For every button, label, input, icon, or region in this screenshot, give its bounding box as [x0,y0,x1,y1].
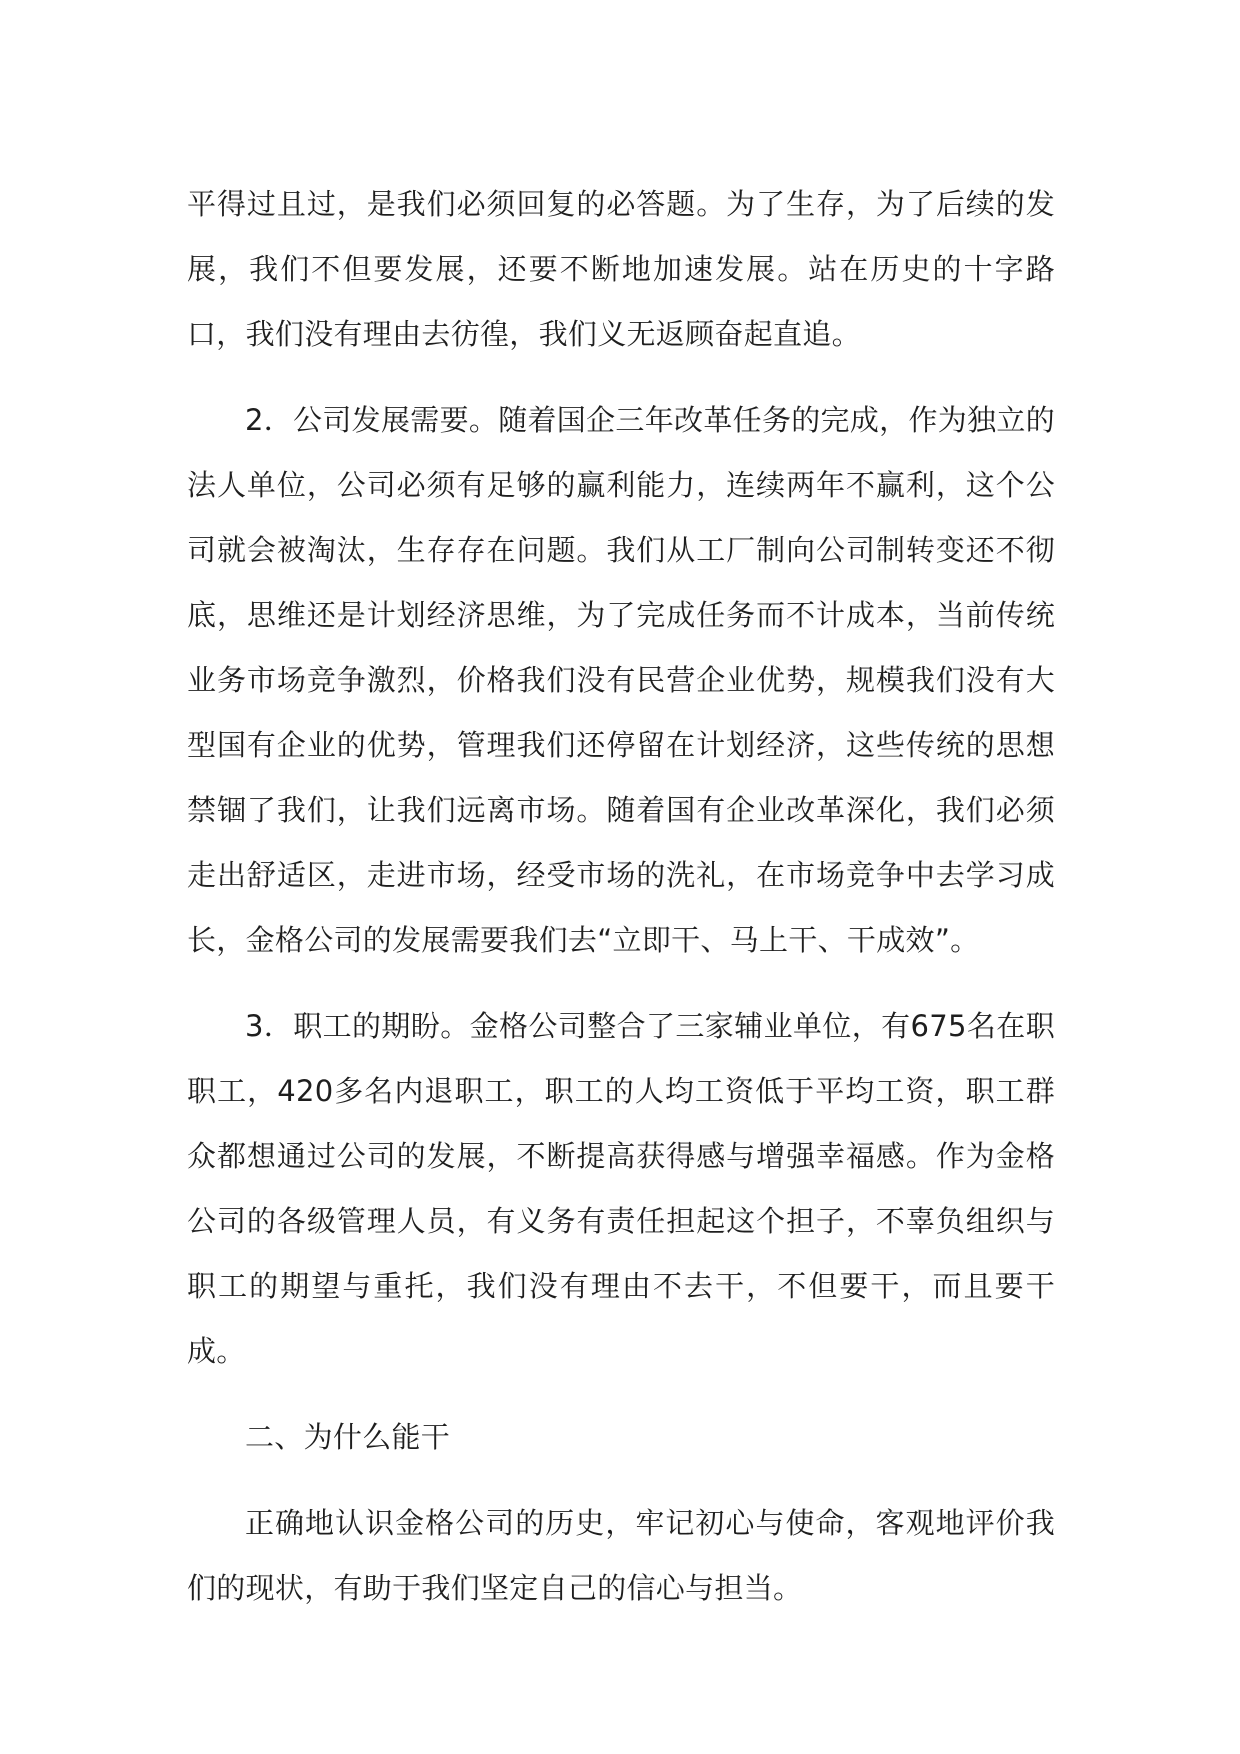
paragraph-continuation: 平得过且过，是我们必须回复的必答题。为了生存，为了后续的发展，我们不但要发展，还要不断地加速发展。站在历史的十字路口，我们没有理由去彷徨，我们义无返顾奋起直追。 [187,187,1055,351]
document-body [187,172,1055,1642]
paragraph-company-development: 2．公司发展需要。随着国企三年改革任务的完成，作为独立的法人单位，公司必须有足够的赢利能力，连续两年不赢利，这个公司就会被淘汰，生存存在问题。我们从工厂制向公司制转变还不彻底，思维还是计划经济思维，为了完成任务而不计成本，当前传统业务市场竞争激烈，价格我们没有民营企业优势，规模我们没有大型国有企业的优势，管理我们还停留在计划经济，这些传统的思想禁锢了我们，让我们远离市场。随着国有企业改革深化，我们必须走出舒适区，走进市场，经受市场的洗礼，在市场竞争中去学习成长，金格公司的发展需要我们去“立即干、马上干、干成效”。 [187,403,1055,957]
paragraph-history-recognition: 正确地认识金格公司的历史，牢记初心与使命，客观地评价我们的现状，有助于我们坚定自己的信心与担当。 [187,1506,1055,1605]
paragraph-employee-expectations: 3．职工的期盼。金格公司整合了三家辅业单位，有675名在职职工，420多名内退职工，职工的人均工资低于平均工资，职工群众都想通过公司的发展，不断提高获得感与增强幸福感。作为金格公司的各级管理人员，有义务有责任担起这个担子，不辜负组织与职工的期望与重托，我们没有理由不去干，不但要干，而且要干成。 [187,1009,1055,1368]
section-heading-why-can-do: 二、为什么能干 [245,1420,451,1454]
